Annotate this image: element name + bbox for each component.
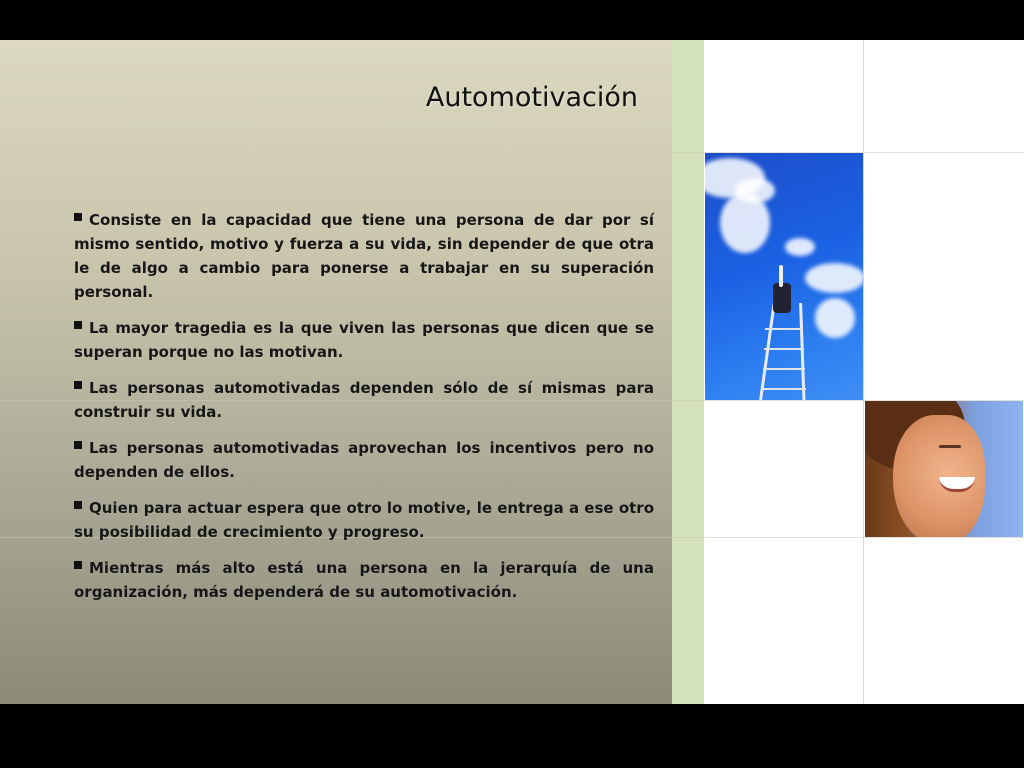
square-bullet-icon xyxy=(74,321,82,329)
closed-eye xyxy=(939,445,961,448)
bullet-item xyxy=(74,208,654,304)
bullet-text: La mayor tragedia es la que viven las personas que dicen que se superan porque no las motivan. xyxy=(74,319,654,361)
climber-figure xyxy=(773,283,791,313)
bullet-item xyxy=(74,376,654,424)
slide xyxy=(0,40,1024,704)
ladder-rung xyxy=(762,388,806,390)
bullet-text: Mientras más alto está una persona en la jerarquía de una organización, más dependerá de su automotivación. xyxy=(74,559,654,601)
slide-title: Automotivación xyxy=(425,82,638,113)
square-bullet-icon xyxy=(74,501,82,509)
face xyxy=(893,415,985,537)
cloud xyxy=(815,298,855,338)
square-bullet-icon xyxy=(74,561,82,569)
square-bullet-icon xyxy=(74,381,82,389)
ladder-rung xyxy=(763,368,805,370)
bullet-text: Las personas automotivadas aprovechan los incentivos pero no dependen de ellos. xyxy=(74,439,654,481)
ladder-rung xyxy=(764,348,804,350)
cloud xyxy=(785,238,815,256)
letterbox-top xyxy=(0,0,1024,40)
letterbox-bottom xyxy=(0,704,1024,768)
ladder-rail xyxy=(799,303,806,400)
bullet-item xyxy=(74,496,654,544)
bullet-text: Consiste en la capacidad que tiene una persona de dar por sí mismo sentido, motivo y fuerza a su vida, sin depender de que otra le de algo a cambio para ponerse a trabajar en su superación personal. xyxy=(74,211,654,301)
cloud xyxy=(735,178,775,203)
bullet-text: Las personas automotivadas dependen sólo de sí mismas para construir su vida. xyxy=(74,379,654,421)
square-bullet-icon xyxy=(74,213,82,221)
bullet-item xyxy=(74,436,654,484)
ladder-to-sky-photo xyxy=(705,153,863,400)
smiling-woman-photo xyxy=(865,401,1023,537)
bullet-text: Quien para actuar espera que otro lo motive, le entrega a ese otro su posibilidad de crecimiento y progreso. xyxy=(74,499,654,541)
grid-line xyxy=(863,40,864,704)
accent-strip xyxy=(672,40,704,704)
ladder-rung xyxy=(765,328,803,330)
bullet-list xyxy=(74,208,654,616)
bullet-item xyxy=(74,316,654,364)
square-bullet-icon xyxy=(74,441,82,449)
grid-line xyxy=(0,152,1024,153)
climber-arm xyxy=(779,265,783,287)
cloud xyxy=(805,263,863,293)
ladder-rail xyxy=(757,303,775,400)
bullet-item xyxy=(74,556,654,604)
